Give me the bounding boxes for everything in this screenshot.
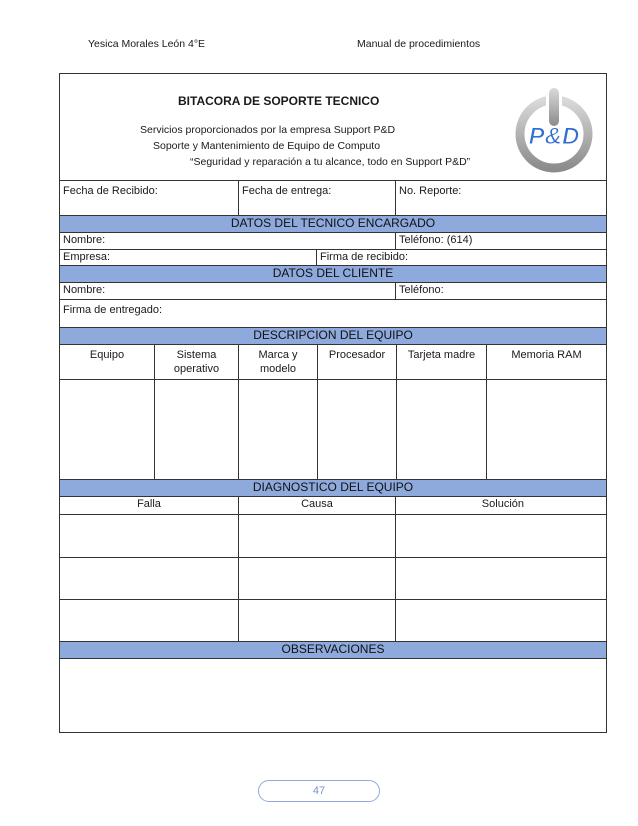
diagnostico-band: DIAGNOSTICO DEL EQUIPO	[60, 479, 606, 496]
observaciones-band: OBSERVACIONES	[60, 641, 606, 658]
tecnico-nombre-label: Nombre:	[63, 234, 106, 246]
equipo-col-sistema: Sistema operativo	[154, 345, 238, 479]
cliente-band: DATOS DEL CLIENTE	[60, 265, 606, 282]
title-support-line: Soporte y Mantenimiento de Equipo de Computo	[153, 140, 381, 152]
tecnico-row-2	[60, 249, 606, 265]
title-block	[60, 74, 606, 180]
equipo-band: DESCRIPCION DEL EQUIPO	[60, 327, 606, 344]
diag-col-solucion: Solución	[395, 497, 606, 514]
diag-cell[interactable]	[395, 558, 606, 599]
title-services-line: Servicios proporcionados por la empresa Support P&D	[140, 124, 396, 136]
logo-text: P&D	[528, 123, 580, 150]
diagnostico-header-row	[60, 496, 606, 514]
diagnostico-row-1	[60, 514, 606, 557]
cliente-row-2	[60, 299, 606, 327]
equipo-col-tarjeta: Tarjeta madre	[396, 345, 486, 479]
equipo-col-marca: Marca y modelo	[238, 345, 317, 479]
diag-cell[interactable]	[238, 600, 395, 641]
no-reporte-label: No. Reporte:	[395, 181, 606, 215]
fecha-entrega-label: Fecha de entrega:	[238, 181, 395, 215]
diag-cell[interactable]	[395, 515, 606, 557]
pd-logo-icon	[514, 82, 594, 174]
equipo-header-divider	[60, 379, 606, 380]
tecnico-row-1	[60, 232, 606, 249]
support-log-form	[59, 73, 607, 733]
receipt-row	[60, 180, 606, 215]
firma-recibido-label: Firma de recibido:	[316, 250, 606, 265]
firma-entregado-label: Firma de entregado:	[63, 304, 163, 316]
tecnico-band: DATOS DEL TECNICO ENCARGADO	[60, 215, 606, 232]
cliente-row-1	[60, 282, 606, 299]
page-header-manual: Manual de procedimientos	[357, 38, 481, 50]
page-header-author: Yesica Morales León 4°E	[88, 38, 206, 50]
diag-cell[interactable]	[60, 515, 238, 557]
page-number-badge: 47	[258, 780, 380, 802]
diag-cell[interactable]	[238, 515, 395, 557]
cliente-nombre-label: Nombre:	[63, 284, 106, 296]
cliente-telefono-label: Teléfono:	[395, 283, 606, 299]
diag-cell[interactable]	[395, 600, 606, 641]
observaciones-area[interactable]	[60, 658, 606, 732]
diag-cell[interactable]	[238, 558, 395, 599]
diag-col-falla: Falla	[137, 498, 161, 510]
diagnostico-row-2	[60, 557, 606, 599]
diag-col-causa: Causa	[238, 497, 395, 514]
equipo-col-memoria: Memoria RAM	[486, 345, 606, 479]
form-title: BITACORA DE SOPORTE TECNICO	[178, 94, 380, 108]
diag-cell[interactable]	[60, 558, 238, 599]
equipo-col-equipo: Equipo	[89, 349, 125, 361]
title-slogan-line: “Seguridad y reparación a tu alcance, todo en Support P&D”	[190, 156, 471, 168]
equipo-col-procesador: Procesador	[317, 345, 396, 479]
fecha-recibido-label: Fecha de Recibido:	[63, 185, 158, 197]
tecnico-empresa-label: Empresa:	[63, 251, 111, 263]
diagnostico-row-3	[60, 599, 606, 641]
diag-cell[interactable]	[60, 600, 238, 641]
equipo-table	[60, 344, 606, 479]
tecnico-telefono-label: Teléfono: (614)	[395, 233, 606, 249]
